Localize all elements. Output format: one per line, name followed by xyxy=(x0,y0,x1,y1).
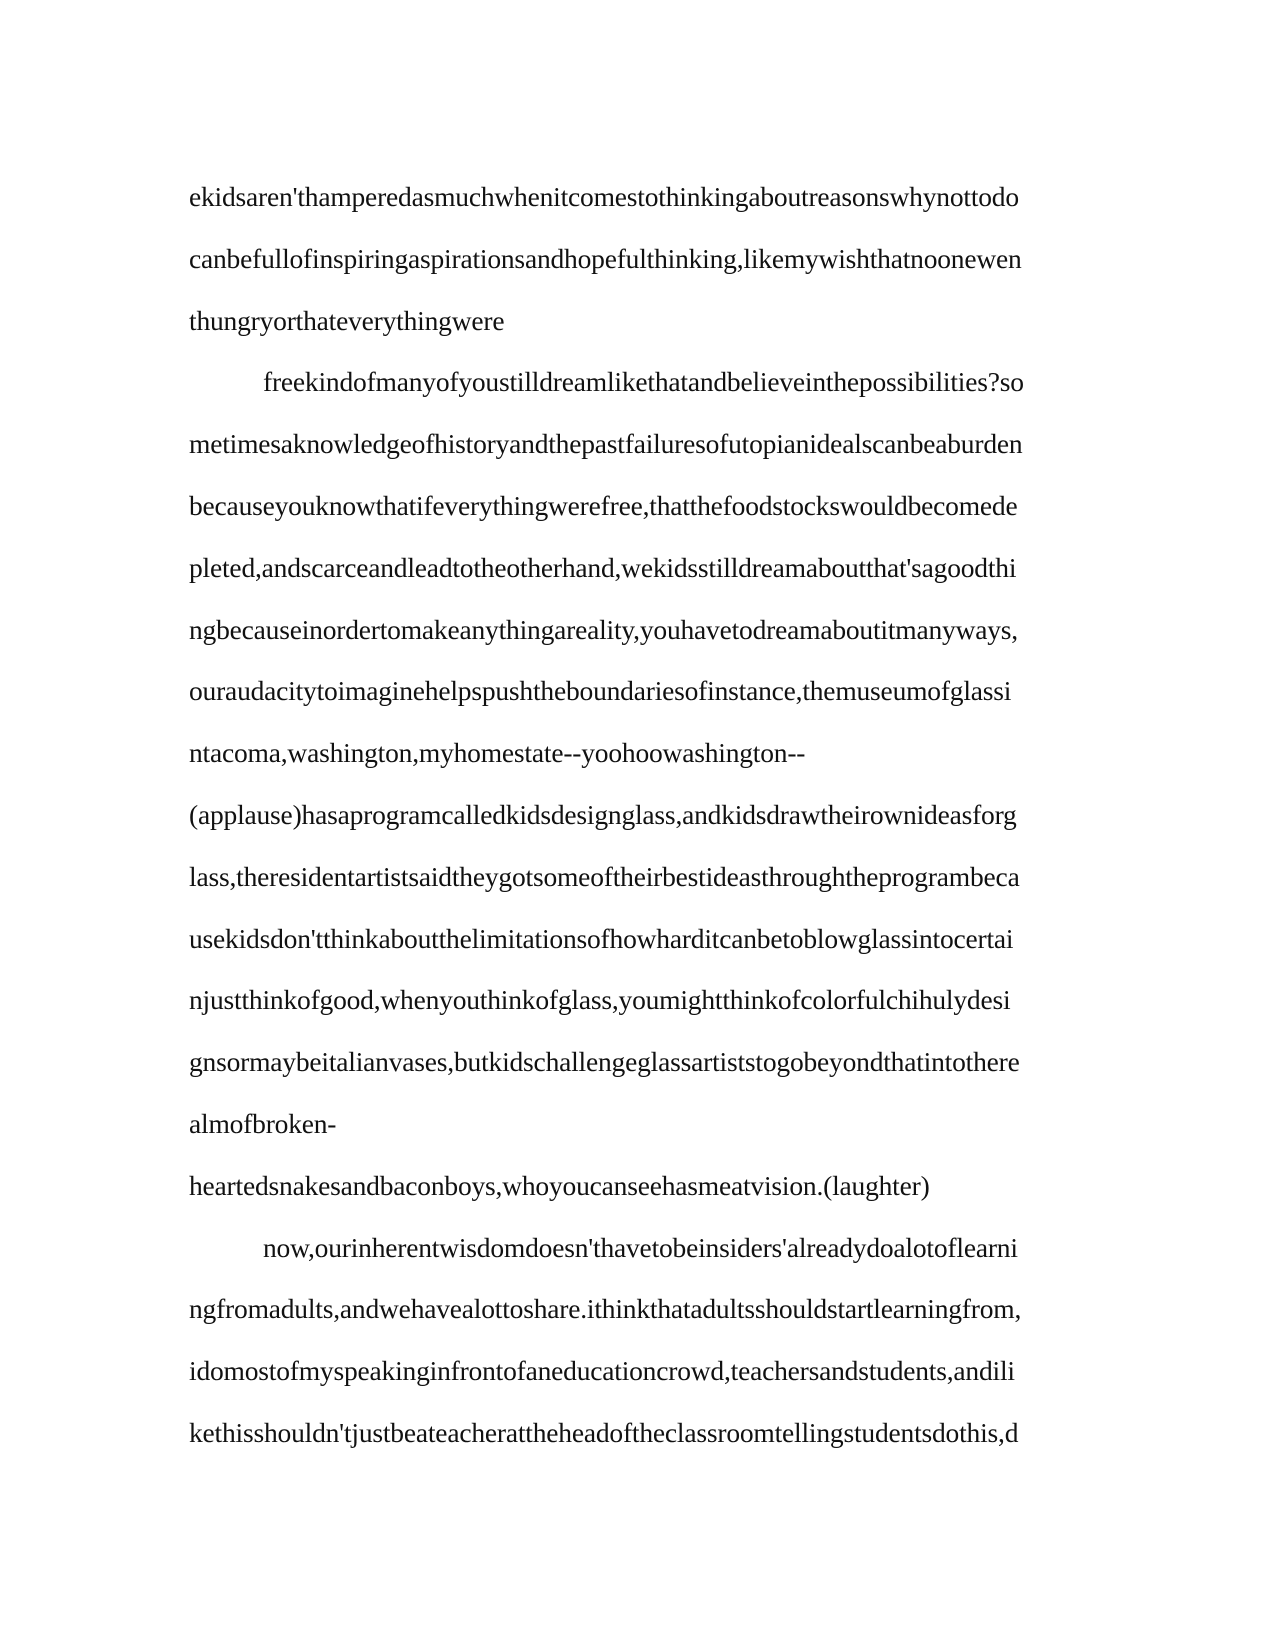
text-line: ouraudacitytoimaginehelpspushtheboundariesofinstance,themuseumofglassi xyxy=(189,675,1012,707)
text-line: ngfromadults,andwehavealottoshare.ithinkthatadultsshouldstartlearningfrom, xyxy=(189,1293,1022,1325)
text-line: lass,theresidentartistsaidtheygotsomeoftheirbestideasthroughtheprogrambeca xyxy=(189,860,1020,892)
text-line: (applause)hasaprogramcalledkidsdesignglass,andkidsdrawtheirownideasforg xyxy=(189,798,1017,830)
text-line: metimesaknowledgeofhistoryandthepastfailuresofutopianidealscanbeaburden xyxy=(189,428,1023,460)
text-line: idomostofmyspeakinginfrontofaneducationcrowd,teachersandstudents,andili xyxy=(189,1355,1015,1387)
text-line: njustthinkofgood,whenyouthinkofglass,youmightthinkofcolorfulchihulydesi xyxy=(189,984,1011,1016)
text-line: almofbroken- xyxy=(189,1107,337,1139)
text-line: ntacoma,washington,myhomestate--yoohoowashington-- xyxy=(189,737,806,769)
text-line: thungryorthateverythingwere xyxy=(189,304,505,336)
text-line: pleted,andscarceandleadtotheotherhand,wekidsstilldreamaboutthat'sagoodthi xyxy=(189,551,1017,583)
text-line: usekidsdon'tthinkaboutthelimitationsofhowharditcanbetoblowglassintocertai xyxy=(189,922,1014,954)
text-line-indented: now,ourinherentwisdomdoesn'thavetobeinsiders'alreadydoalotoflearni xyxy=(263,1231,1018,1263)
text-line: ekidsaren'thamperedasmuchwhenitcomestothinkingaboutreasonswhynottodo xyxy=(189,181,1019,212)
text-line: canbefullofinspiringaspirationsandhopefulthinking,likemywishthatnoonewen xyxy=(189,242,1022,274)
text-line: ngbecauseinordertomakeanythingareality,youhavetodreamaboutitmanyways, xyxy=(189,613,1018,645)
text-line: gnsormaybeitalianvases,butkidschallengeglassartiststogobeyondthatintothere xyxy=(189,1046,1020,1078)
text-line: kethisshouldn'tjustbeateacherattheheadoftheclassroomtellingstudentsdothis,d xyxy=(189,1416,1019,1448)
text-line: heartedsnakesandbaconboys,whoyoucanseehasmeatvision.(laughter) xyxy=(189,1169,930,1201)
text-line: becauseyouknowthatifeverythingwerefree,thatthefoodstockswouldbecomede xyxy=(189,489,1018,521)
text-line-indented: freekindofmanyofyoustilldreamlikethatandbelieveinthepossibilities?so xyxy=(263,366,1024,398)
body-text xyxy=(189,166,1089,1464)
